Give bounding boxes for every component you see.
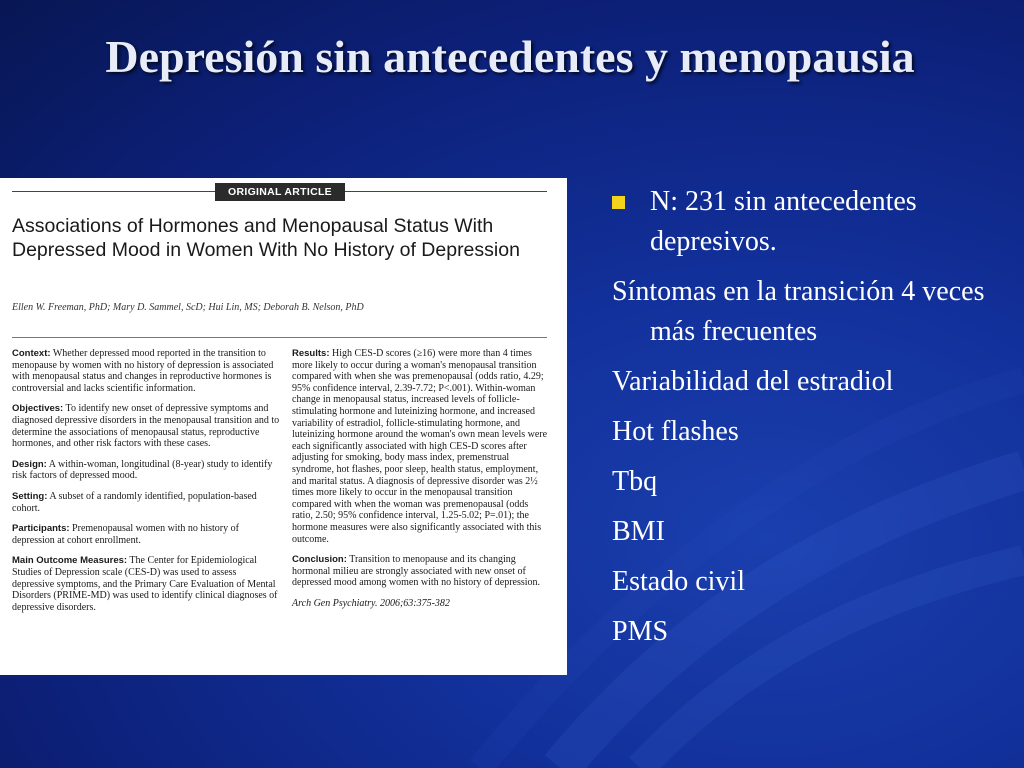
- abstract-outcome: Main Outcome Measures: The Center for Epidemiological Studies of Depression scale (CES-D) was used to assess depressive symptoms, and the Primary Care Evaluation of Mental Disorders (PRIME-MD) was used to identify clinical diagnoses of depressive disorders.: [12, 555, 278, 613]
- article-citation: Arch Gen Psychiatry. 2006;63:375-382: [292, 597, 450, 609]
- bullet-list: [612, 182, 1012, 662]
- bullet-square-icon: [612, 196, 625, 209]
- abstract-context: Context: Whether depressed mood reported in the transition to menopause by women with no history of depression is associated with menopausal status and changes in reproductive hormones is controversial and lacks scientific information.: [12, 348, 274, 394]
- article-divider: [12, 337, 547, 338]
- article-authors: Ellen W. Freeman, PhD; Mary D. Sammel, ScD; Hui Lin, MS; Deborah B. Nelson, PhD: [12, 302, 364, 313]
- abstract-column-right: [292, 348, 550, 609]
- bullet-item: Variabilidad del estradiol: [612, 366, 894, 397]
- bullet-item: PMS: [612, 616, 669, 647]
- bullet-item: N: 231 sin antecedentes depresivos.: [612, 182, 1012, 262]
- slide-title: Depresión sin antecedentes y menopausia: [105, 31, 915, 82]
- abstract-objectives: Objectives: To identify new onset of depressive symptoms and diagnosed depressive disorders in the menopausal transition and to determine the associations of menopausal status, reproductive hormones, and other risk factors with these cases.: [12, 403, 280, 450]
- bullet-item: BMI: [612, 516, 665, 547]
- abstract-setting: Setting: A subset of a randomly identified, population-based cohort.: [12, 490, 257, 514]
- bullet-item: Estado civil: [612, 566, 745, 597]
- abstract-conclusion: Conclusion: Transition to menopause and its changing hormonal milieu are strongly associated with new onset of depressed mood among women with no history of depression.: [292, 554, 541, 589]
- abstract-participants: Participants: Premenopausal women with no history of depression at cohort enrollment.: [12, 523, 239, 546]
- bullet-item: Tbq: [612, 466, 658, 497]
- abstract-design: Design: A within-woman, longitudinal (8-year) study to identify risk factors of depressed mood.: [12, 458, 273, 482]
- abstract-column-left: [12, 348, 280, 622]
- article-title: Associations of Hormones and Menopausal Status With Depressed Mood in Women With No History of Depression: [12, 215, 520, 261]
- article-tag: ORIGINAL ARTICLE: [215, 183, 345, 201]
- article-image: [0, 178, 567, 675]
- bullet-item: Síntomas en la transición 4 veces más frecuentes: [612, 276, 985, 347]
- bullet-item: Hot flashes: [612, 416, 739, 447]
- abstract-results: Results: High CES-D scores (≥16) were more than 4 times more likely to occur during a woman's menopausal transition compared with when she was premenopausal (odds ratio, 4.29; 95% confidence interval, 2.39-7.72; P<.001). Within-woman change in menopausal status, increased levels of follicle-stimulating hormone and luteinizing hormone, and increased variability of estradiol, follicle-stimulating hormone, and luteinizing hormone around the woman's own mean levels were each significantly associated with high CES-D scores after adjusting for smoking, body mass index, premenstrual syndrome, hot flashes, poor sleep, health status, employment, and marital status. A diagnosis of depressive disorder was 2½ times more likely to occur in the menopausal transition compared with when the woman was premenopausal (odds ratio, 2.50; 95% confidence interval, 1.25-5.02; P=.01); the hormone measures were also significantly associated with this outcome.: [292, 348, 548, 545]
